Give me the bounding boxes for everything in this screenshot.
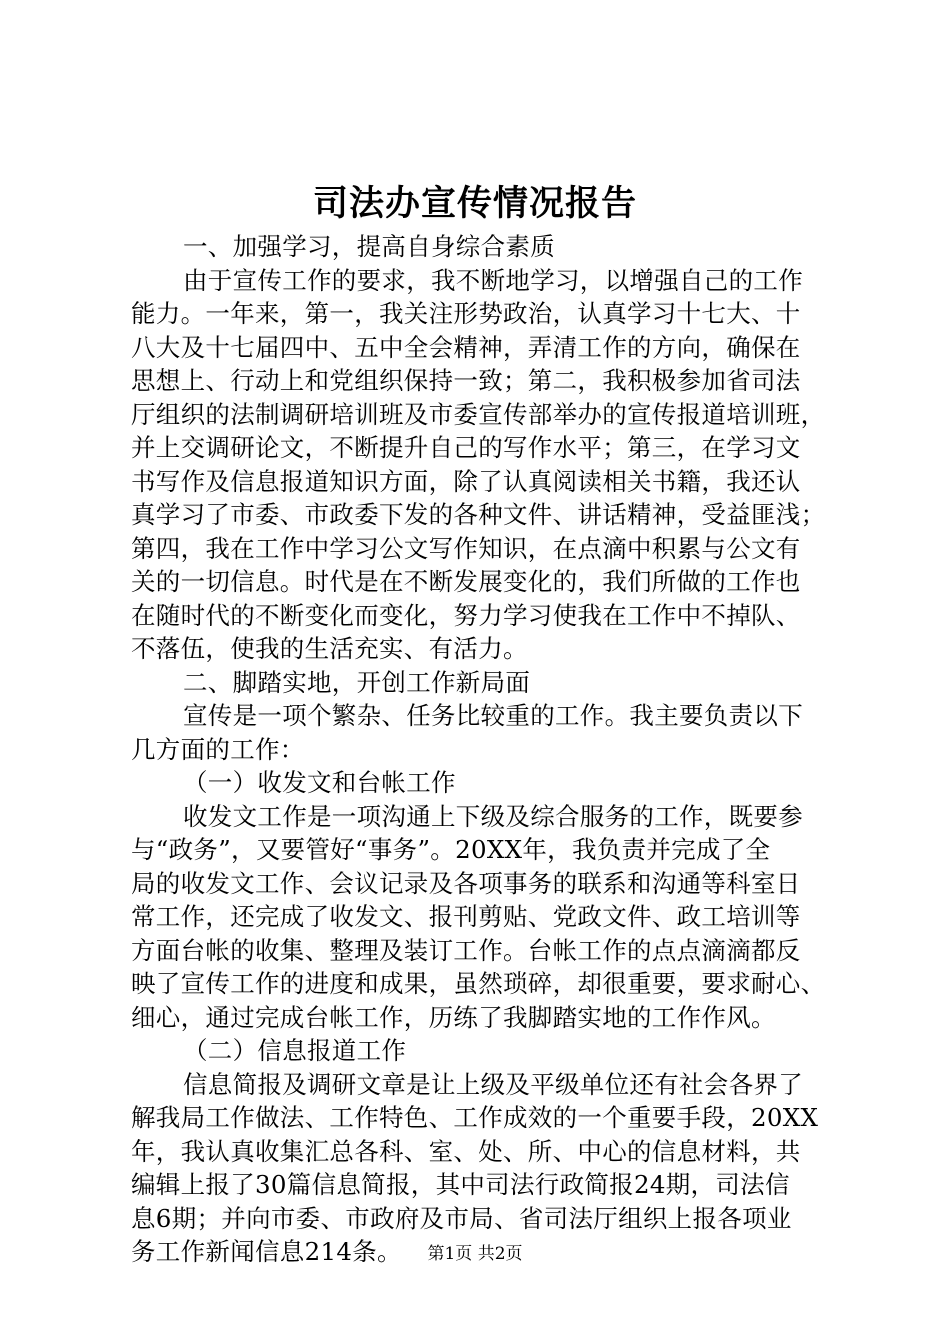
text-line: 能力。一年来，第一，我关注形势政治，认真学习十七大、十 [131,299,801,328]
text-line: 关的一切信息。时代是在不断发展变化的，我们所做的工作也 [131,567,801,596]
text-line: 收发文工作是一项沟通上下级及综合服务的工作，既要参 [183,801,803,831]
text-line: （一）收发文和台帐工作 [183,768,456,797]
text-line: 书写作及信息报道知识方面，除了认真阅读相关书籍，我还认 [131,466,801,496]
document-body [131,230,831,1269]
text-line: 编辑上报了30篇信息简报，其中司法行政简报24期，司法信 [131,1170,790,1199]
text-line: 务工作新闻信息214条。 [131,1237,402,1266]
text-line: 解我局工作做法、工作特色、工作成效的一个重要手段，20XX [131,1103,819,1132]
text-line: 八大及十七届四中、五中全会精神，弄清工作的方向，确保在 [131,332,801,362]
text-line: 几方面的工作： [131,734,305,764]
text-line: 息6期；并向市委、市政府及市局、省司法厅组织上报各项业 [131,1203,792,1233]
text-line: 第四，我在工作中学习公文写作知识，在点滴中积累与公文有 [131,533,801,563]
text-line: 与“政务”，又要管好“事务”。20XX年，我负责并完成了全 [131,835,771,864]
text-line: 信息简报及调研文章是让上级及平级单位还有社会各界了 [183,1069,803,1099]
text-line: 厅组织的法制调研培训班及市委宣传部举办的宣传报道培训班， [131,399,826,429]
text-line: 并上交调研论文，不断提升自己的写作水平；第三，在学习文 [131,433,801,462]
text-line: （二）信息报道工作 [183,1036,407,1065]
text-line: 细心，通过完成台帐工作，历练了我脚踏实地的工作作风。 [131,1002,776,1032]
text-line: 年，我认真收集汇总各科、室、处、所、中心的信息材料，共 [131,1136,801,1166]
text-line: 不落伍，使我的生活充实、有活力。 [131,634,528,663]
text-line: 映了宣传工作的进度和成果，虽然琐碎，却很重要，要求耐心、 [131,969,826,998]
text-line: 局的收发文工作、会议记录及各项事务的联系和沟通等科室日 [131,868,801,898]
text-line: 二、脚踏实地，开创工作新局面 [183,667,531,697]
text-line: 常工作，还完成了收发文、报刊剪贴、党政文件、政工培训等 [131,902,801,931]
text-line: 一、加强学习，提高自身综合素质 [183,232,555,261]
text-line: 思想上、行动上和党组织保持一致；第二，我积极参加省司法 [131,366,801,395]
text-line: 由于宣传工作的要求，我不断地学习，以增强自己的工作 [183,265,803,295]
text-line: 方面台帐的收集、整理及装订工作。台帐工作的点点滴滴都反 [131,935,801,965]
page-footer: 第1页 共2页 [427,1244,523,1264]
text-line: 真学习了市委、市政委下发的各种文件、讲话精神，受益匪浅； [131,500,826,529]
text-line: 在随时代的不断变化而变化，努力学习使我在工作中不掉队、 [131,600,801,630]
page-title: 司法办宣传情况报告 [312,183,637,224]
text-line: 宣传是一项个繁杂、任务比较重的工作。我主要负责以下 [183,701,803,730]
